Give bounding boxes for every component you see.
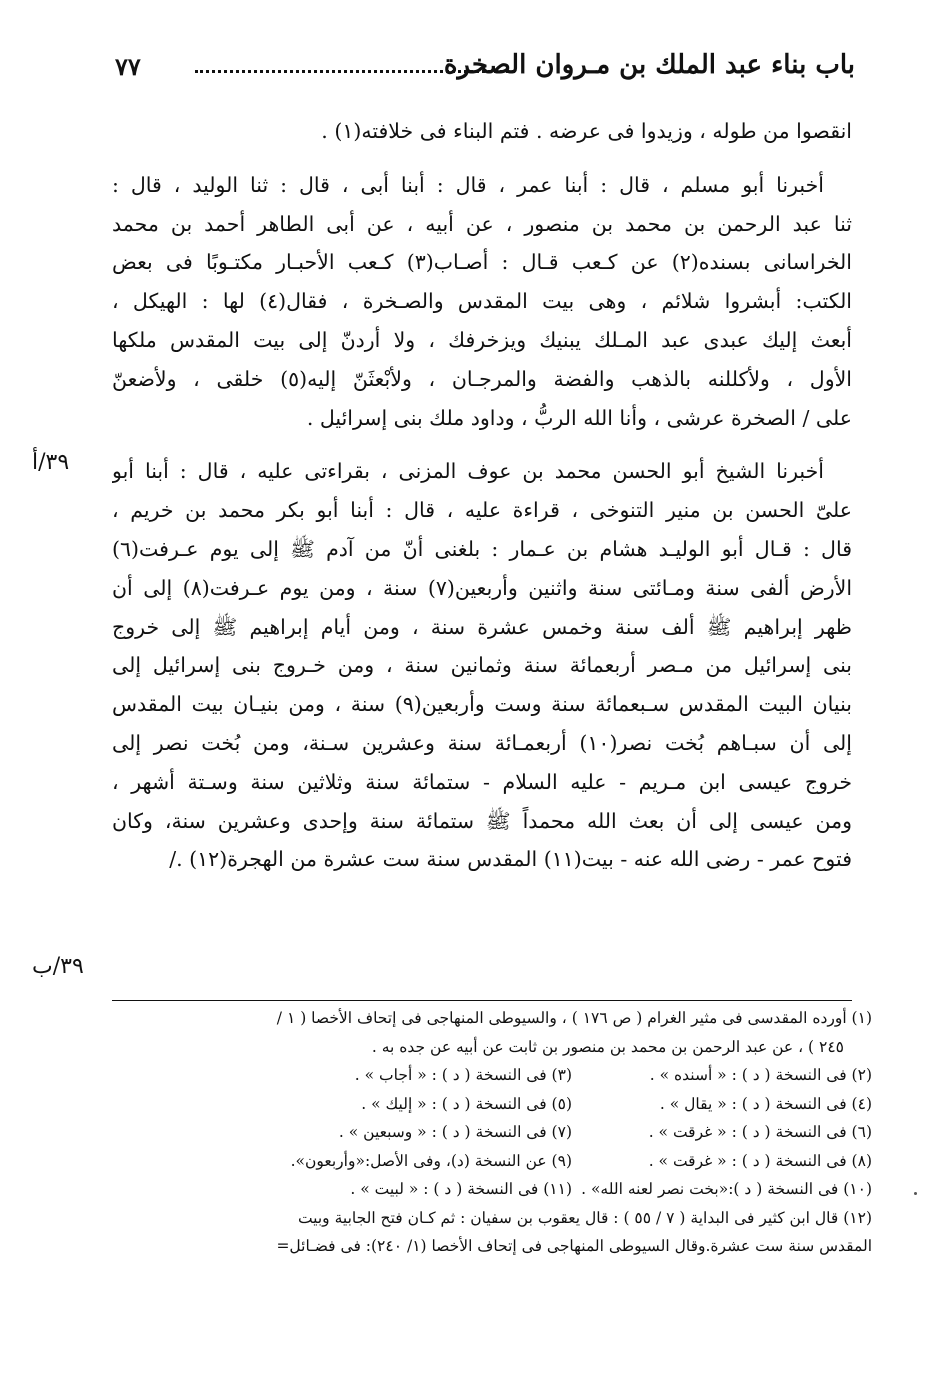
footnote-12-continued: المقدس سنة ست عشرة.وقال السيوطى المنهاجى فى إتحاف الأخصا (١/ ٢٤٠): فى فضـائل= [276, 1237, 872, 1255]
text-line: ثنا عبد الرحمن بن محمد بن منصور ، عن أبيه ، عن أبى الطاهر أحمد بن محمد [112, 211, 852, 236]
text-line: بنى إسرائيل من مـصر أربعمائة سنة وثمانين سنة ، ومن خـروج بنى إسرائيل إلى [112, 653, 852, 678]
footnote-row [112, 1175, 872, 1204]
footnote-7: (٧) فى النسخة ( د ) : « وسبعين » . [338, 1123, 572, 1141]
text-line: خروج عيسى ابن مـريم - عليه السلام - ستمائة سنة وثلاثين سنة وسـتة أشهر ، [112, 769, 852, 794]
footnote-6: (٦) فى النسخة ( د ) : « غرقت » . [648, 1123, 872, 1141]
footnote-10: (١٠) فى النسخة ( د ):«بخت نصر لعنه الله» . [581, 1180, 872, 1198]
text-line: أخبرنا الشيخ أبو الحسن محمد بن عوف المزنى ، بقراءتى عليه ، قال : أبنا أبو [112, 459, 824, 484]
text-line: إلى أن سبـاهم بُخت نصر(١٠) أربعمـائة سنة وعشرين سـنة، ومن بُخت نصر إلى [112, 730, 852, 755]
text-line: على / الصخرة عرشى ، وأنا الله الربُّ ، وداود ملك بنى إسرائيل . [306, 405, 852, 430]
footnote-row [112, 1090, 872, 1119]
footnote-separator [112, 1000, 852, 1001]
footnotes [112, 1004, 872, 1261]
text-line: أخبرنا أبو مسلم ، قال : أبنا عمر ، قال : أبنا أبى ، قال : ثنا الوليد ، قال : [112, 172, 824, 197]
text-line: علىّ الحسن بن منير التنوخى ، قراءة عليه ، قال : أبنا أبو بكر محمد بن خريم ، [112, 498, 852, 523]
footnote-1: (١) أورده المقدسى فى مثير الغرام ( ص ١٧٦ ) ، والسيوطى المنهاجى فى إتحاف الأخصا ( ١ / [276, 1009, 872, 1027]
text-line: الخراسانى بسنده(٢) عن كـعب قـال : أصـاب(٣) كـعب الأحبـار مكتـوبًا فى بعض [112, 250, 852, 275]
chapter-title: باب بناء عبد الملك بن مـروان الصخرة [443, 50, 855, 80]
footnote-5: (٥) فى النسخة ( د ) : « إليك » . [361, 1094, 572, 1113]
margin-folio-note-39a: ٣٩/أ [32, 450, 70, 475]
text-line: قال : قـال أبو الوليـد هشام بن عـمار : بلغنى أنّ من آدم ﷺ إلى يوم عـرفت(٦) [112, 536, 852, 561]
footnote-9: (٩) عن النسخة (د)، وفى الأصل:«وأربعون». [290, 1151, 572, 1170]
scan-speck [914, 1192, 917, 1195]
text-line: ظهر إبراهيم ﷺ ألف سنة وخمس عشرة سنة ، ومن أيام إبراهيم ﷺ إلى خروج [112, 614, 852, 639]
main-text [112, 112, 852, 879]
footnote-row [112, 1147, 872, 1176]
text-line: انقصوا من طوله ، وزيدوا فى عرضه . فتم البناء فى خلافته(١) . [321, 119, 852, 143]
running-header [115, 48, 855, 88]
footnote-8: (٨) فى النسخة ( د ) : « غرقت » . [648, 1151, 872, 1170]
footnote-4: (٤) فى النسخة ( د ) : « يقال » . [659, 1094, 872, 1113]
text-line: الأول ، ولأكللنه بالذهب والفضة والمرجـان ، ولأبْعثَنّ إليه(٥) خلقى ، ولأضعنّ [112, 366, 852, 391]
text-line: بنيان البيت المقدس سـبعمائة سنة وست وأربعين(٩) سنة ، ومن بنيـان بيت المقدس [112, 692, 852, 717]
footnote-2: (٢) فى النسخة ( د ) : « أسنده » . [649, 1066, 872, 1084]
text-line: الكتب: أبشروا شلائم ، وهى بيت المقدس والصـخرة ، فقال(٤) لها : الهيكل ، [112, 289, 852, 314]
footnote-3: (٣) فى النسخة ( د ) : « أجاب » . [354, 1066, 572, 1084]
header-dotted-leader [195, 70, 515, 73]
margin-folio-note-39b: ٣٩/ب [32, 954, 84, 979]
footnote-1-continued: ٢٤٥ ) ، عن عبد الرحمن بن محمد بن منصور بن ثابت عن أبيه عن جده به . [371, 1037, 844, 1056]
text-line: أبعث إليك عبدى عبد المـلك يبنيك ويزخرفك ، ولا أردنّ إلى بيت المقدس ملكها [112, 327, 852, 352]
text-line: ومن عيسى إلى أن بعث الله محمداً ﷺ ستمائة سنة وإحدى وعشرين سنة، وكان [112, 808, 852, 833]
page-number: ٧٧ [115, 52, 141, 81]
text-line: فتوح عمر - رضى الله عنه - بيت(١١) المقدس سنة ست عشرة من الهجرة(١٢) ./ [169, 847, 852, 872]
footnote-11: (١١) فى النسخة ( د ) : « لبيت » . [350, 1180, 572, 1198]
footnote-12: (١٢) قال ابن كثير فى البداية ( ٧ / ٥٥ ) : قال يعقوب بن سفيان : ثم كـان فتح الجابية وبيت [297, 1208, 872, 1227]
footnote-row [112, 1061, 872, 1090]
text-line: الأرض ألفى سنة ومـائتى سنة واثنين وأربعين(٧) سنة ، ومن يوم عـرفت(٨) إلى أن [112, 575, 852, 600]
footnote-row [112, 1118, 872, 1147]
